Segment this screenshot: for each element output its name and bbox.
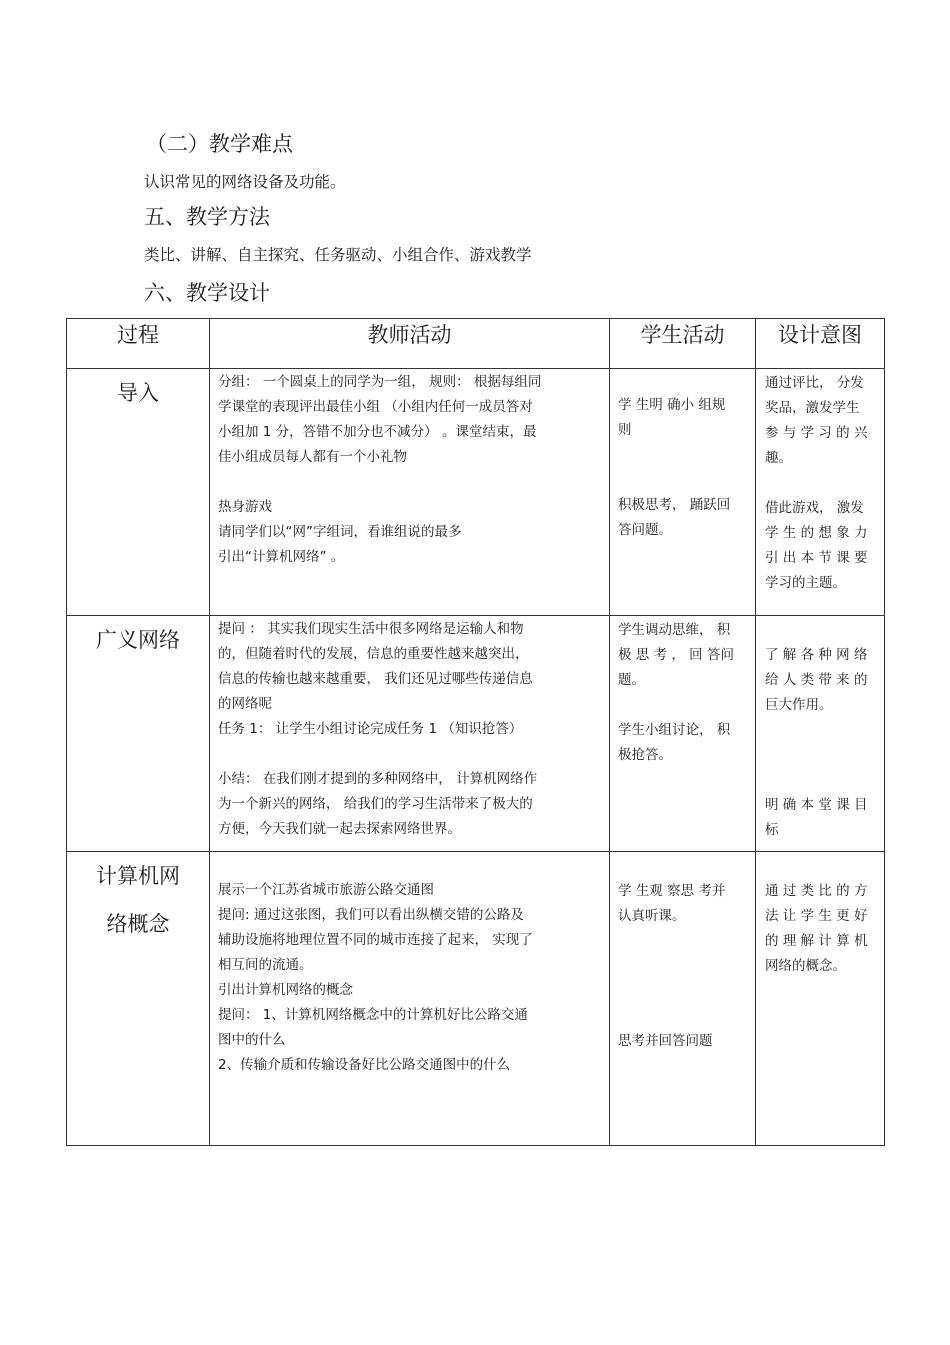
text-line: 热身游戏 — [218, 499, 272, 515]
table-row — [67, 369, 885, 616]
blank-line — [765, 718, 876, 743]
student-activity-cell — [610, 852, 756, 1146]
text-line: 图中的什么 — [218, 1032, 286, 1048]
process-cell — [67, 369, 210, 616]
text-line: 则 — [618, 422, 632, 438]
blank-line — [618, 693, 751, 718]
text-line: 信息的传输也越来越重要， 我们还见过哪些传递信息 — [218, 671, 533, 687]
text-line: 认真听课。 — [618, 908, 686, 924]
text-line: 任务 1： 让学生小组讨论完成任务 1 （知识抢答） — [218, 721, 523, 737]
header-process: 过程 — [67, 319, 210, 369]
text-line: 参 与 学 习 的 兴 — [765, 425, 868, 441]
text-line: 方便，今天我们就一起去探索网络世界。 — [218, 821, 461, 837]
text-line: 网络的概念。 — [765, 958, 846, 974]
text-line: 请同学们以“网”字组词，看谁组说的最多 — [218, 524, 462, 540]
text-line: 思考并回答问题 — [618, 1033, 713, 1049]
blank-line — [765, 743, 876, 768]
text-line: 提问: 通过这张图，我们可以看出纵横交错的公路及 — [218, 907, 524, 923]
text-line: 给 人 类 带 来 的 — [765, 672, 868, 688]
header-design-intent: 设计意图 — [756, 319, 885, 369]
header-teacher-activity: 教师活动 — [210, 319, 610, 369]
text-line: 分组： 一个圆桌上的同学为一组， 规则： 根据每组同 — [218, 374, 542, 390]
text-line: 佳小组成员每人都有一个小礼物 — [218, 449, 407, 465]
text-line: 小组加 1 分，答错不加分也不减分） 。课堂结束，最 — [218, 424, 537, 440]
method-heading: 五、教学方法 — [144, 205, 270, 229]
text-line: 的 理 解 计 算 机 — [765, 933, 868, 949]
blank-line — [765, 471, 876, 496]
table-row — [67, 616, 885, 852]
blank-line — [618, 468, 751, 493]
text-line: 展示一个江苏省城市旅游公路交通图 — [218, 882, 434, 898]
text-line: 了 解 各 种 网 络 — [765, 647, 868, 663]
header-student-activity: 学生活动 — [610, 319, 756, 369]
process-label: 广义网络 — [96, 628, 180, 652]
blank-line — [218, 853, 609, 878]
method-text: 类比、讲解、自主探究、任务驱动、小组合作、游戏教学 — [144, 246, 532, 264]
text-line: 的网络呢 — [218, 696, 272, 712]
text-line: 题。 — [618, 672, 645, 688]
table-row — [67, 852, 885, 1146]
table-header-row — [67, 319, 885, 369]
blank-line — [618, 1004, 751, 1029]
text-line: 小结： 在我们刚才提到的多种网络中， 计算机网络作 — [218, 771, 538, 787]
teacher-activity-cell — [210, 852, 610, 1146]
text-line: 学 生观 察思 考并 — [618, 883, 726, 899]
blank-line — [618, 929, 751, 954]
blank-line — [218, 470, 609, 495]
text-line: 学生小组讨论， 积 — [618, 722, 731, 738]
text-line: 通过评比， 分发 — [765, 375, 864, 391]
text-line: 2、传输介质和传输设备好比公路交通图中的什么 — [218, 1057, 511, 1073]
text-line: 极 思 考 ， 回 答问 — [618, 647, 734, 663]
text-line: 学习的主题。 — [765, 575, 846, 591]
text-line: 学 生 的 想 象 力 — [765, 525, 868, 541]
blank-line — [765, 768, 876, 793]
process-label: 络概念 — [106, 912, 170, 936]
text-line: 提问： 1、计算机网络概念中的计算机好比公路交通 — [218, 1007, 528, 1023]
teaching-design-table — [66, 318, 885, 1146]
difficulty-heading: （二）教学难点 — [146, 132, 293, 156]
blank-line — [618, 979, 751, 1004]
text-line: 辅助设施将地理位置不同的城市连接了起来， 实现了 — [218, 932, 533, 948]
student-activity-cell — [610, 369, 756, 616]
text-line: 趣。 — [765, 450, 792, 466]
text-line: 引出计算机网络的概念 — [218, 982, 353, 998]
text-line: 明 确 本 堂 课 目 — [765, 797, 868, 813]
text-line: 极抢答。 — [618, 747, 672, 763]
text-line: 学生调动思维， 积 — [618, 622, 731, 638]
blank-line — [765, 854, 876, 879]
text-line: 引 出 本 节 课 要 — [765, 550, 868, 566]
text-line: 法 让 学 生 更 好 — [765, 908, 868, 924]
process-label: 计算机网 — [96, 864, 180, 888]
teacher-activity-cell — [210, 616, 610, 852]
design-intent-cell — [756, 369, 885, 616]
blank-line — [218, 742, 609, 767]
text-line: 学 生明 确小 组规 — [618, 397, 726, 413]
text-line: 积极思考， 踊跃回 — [618, 497, 731, 513]
text-line: 学课堂的表现评出最佳小组 （小组内任何一成员答对 — [218, 399, 533, 415]
text-line: 奖品，激发学生 — [765, 400, 860, 416]
design-intent-cell — [756, 616, 885, 852]
process-label: 导入 — [117, 381, 159, 405]
blank-line — [618, 854, 751, 879]
text-line: 提问 ： 其实我们现实生活中很多网络是运输人和物 — [218, 621, 524, 637]
design-intent-cell — [756, 852, 885, 1146]
process-cell — [67, 616, 210, 852]
teacher-activity-cell — [210, 369, 610, 616]
text-line: 为一个新兴的网络， 给我们的学习生活带来了极大的 — [218, 796, 533, 812]
text-line: 相互间的流通。 — [218, 957, 313, 973]
design-heading: 六、教学设计 — [144, 281, 270, 305]
text-line: 标 — [765, 822, 779, 838]
text-line: 的，但随着时代的发展，信息的重要性越来越突出， — [218, 646, 529, 662]
text-line: 答问题。 — [618, 522, 672, 538]
student-activity-cell — [610, 616, 756, 852]
blank-line — [618, 954, 751, 979]
process-cell — [67, 852, 210, 1146]
text-line: 通 过 类 比 的 方 — [765, 883, 868, 899]
text-line: 借此游戏， 激发 — [765, 500, 864, 516]
text-line: 巨大作用。 — [765, 697, 833, 713]
difficulty-text: 认识常见的网络设备及功能。 — [144, 173, 346, 191]
text-line: 引出“计算机网络” 。 — [218, 549, 345, 565]
blank-line — [618, 443, 751, 468]
blank-line — [765, 618, 876, 643]
